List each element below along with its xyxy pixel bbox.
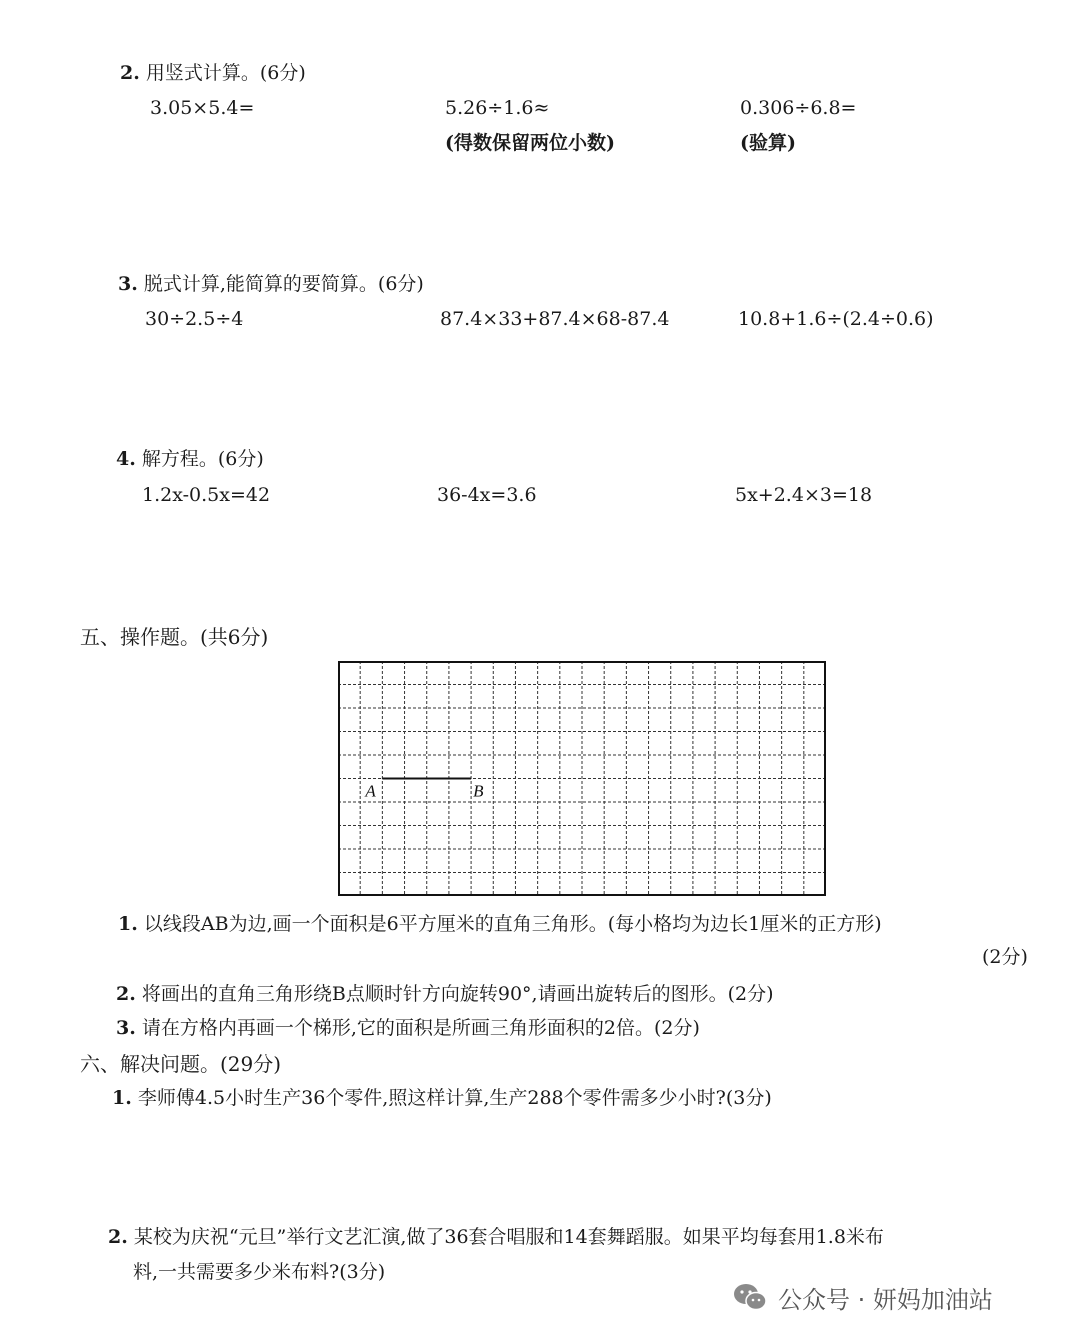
part5-q2-text: 将画出的直角三角形绕B点顺时针方向旋转90°,请画出旋转后的图形。(2分) (141, 983, 774, 1005)
part6-q2-line2: 料,一共需要多少米布料?(3分) (133, 1261, 386, 1283)
q4-label: 4. (116, 448, 136, 470)
part6-q2-line1: 某校为庆祝“元旦”举行文艺汇演,做了36套合唱服和14套舞蹈服。如果平均每套用1.8米布 (133, 1226, 884, 1248)
part6-q1-text: 李师傅4.5小时生产36个零件,照这样计算,生产288个零件需多少小时?(3分) (137, 1087, 772, 1109)
q2-heading (120, 61, 306, 85)
part5-q3 (116, 1016, 700, 1040)
q3-label: 3. (118, 273, 138, 295)
q2-title: 用竖式计算。(6分) (145, 62, 306, 84)
watermark-text: 公众号 · 妍妈加油站 (778, 1285, 993, 1314)
part6-q1-label: 1. (112, 1087, 132, 1109)
q2-note-check: (验算) (740, 132, 796, 154)
q4-item-2: 36-4x=3.6 (437, 484, 537, 506)
q4-item-3: 5x+2.4×3=18 (735, 484, 873, 506)
part5-q2 (116, 982, 774, 1006)
watermark (732, 1279, 993, 1315)
part6-title: 六、解决问题。(29分) (80, 1052, 282, 1076)
part6-q1 (112, 1086, 772, 1110)
q3-item-2: 87.4×33+87.4×68-87.4 (440, 308, 670, 330)
q3-item-1: 30÷2.5÷4 (145, 308, 244, 330)
part5-title: 五、操作题。(共6分) (80, 625, 269, 649)
q3-heading (118, 272, 424, 296)
grid-canvas[interactable] (338, 661, 826, 896)
q4-heading (116, 447, 264, 471)
part6-q2 (108, 1225, 884, 1249)
q3-title: 脱式计算,能简算的要简算。(6分) (143, 273, 424, 295)
q4-title: 解方程。(6分) (141, 448, 264, 470)
q2-item-1: 3.05×5.4= (150, 97, 255, 119)
q2-label: 2. (120, 62, 140, 84)
q2-item-3: 0.306÷6.8= (740, 97, 857, 119)
part5-q1-score: (2分) (982, 946, 1028, 968)
part5-q1-text: 以线段AB为边,画一个面积是6平方厘米的直角三角形。(每小格均为边长1厘米的正方形) (143, 913, 882, 935)
part6-q2-label: 2. (108, 1226, 128, 1248)
part5-q1 (118, 912, 882, 936)
square-grid[interactable] (338, 661, 826, 896)
wechat-icon (732, 1282, 768, 1312)
point-a-label: A (365, 781, 376, 801)
q2-item-2: 5.26÷1.6≈ (445, 97, 550, 119)
part5-q2-label: 2. (116, 983, 136, 1005)
part5-q3-text: 请在方格内再画一个梯形,它的面积是所画三角形面积的2倍。(2分) (141, 1017, 700, 1039)
q3-item-3: 10.8+1.6÷(2.4÷0.6) (738, 308, 934, 330)
part5-q1-label: 1. (118, 913, 138, 935)
part5-q3-label: 3. (116, 1017, 136, 1039)
q4-item-1: 1.2x-0.5x=42 (142, 484, 271, 506)
q2-note-rounding: (得数保留两位小数) (445, 132, 615, 154)
point-b-label: B (473, 781, 484, 801)
